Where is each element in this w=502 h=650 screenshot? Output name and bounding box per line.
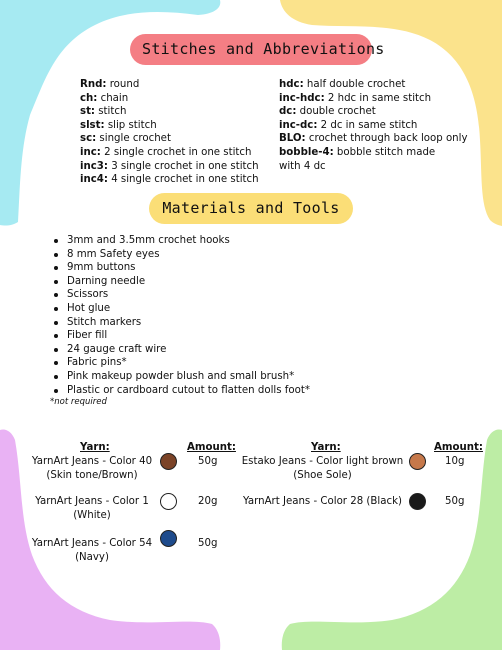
abbreviation-row	[80, 105, 275, 119]
yarn-amount: 50g	[198, 456, 218, 467]
yarn-entry	[28, 495, 156, 523]
materials-heading: Materials and Tools	[149, 193, 353, 224]
abbreviation-row	[80, 92, 275, 106]
list-item: Darning needle	[50, 275, 350, 289]
yarn-entry	[240, 455, 405, 483]
not-required-note: *not required	[50, 397, 107, 407]
abbreviation-definition: crochet through back loop only	[305, 133, 468, 145]
yarn-name-line: Estako Jeans - Color light brown	[241, 456, 404, 467]
abbreviation-row	[279, 105, 459, 119]
yarn-name-line: YarnArt Jeans - Color 40	[31, 456, 153, 467]
yarn-color-swatch	[160, 453, 177, 470]
abbreviation-term: inc-hdc:	[279, 92, 325, 104]
abbreviation-definition: stitch	[95, 106, 127, 118]
yarn-name-line: YarnArt Jeans - Color 54	[31, 538, 153, 549]
yarn-color-note: (White)	[73, 510, 111, 521]
yarn-name-line: YarnArt Jeans - Color 1	[35, 496, 149, 507]
yarn-color-swatch	[409, 453, 426, 470]
list-item: Plastic or cardboard cutout to flatten dolls foot*	[50, 384, 350, 398]
abbreviation-definition: 2 single crochet in one stitch	[100, 146, 252, 158]
amount-column-header: Amount:	[434, 442, 483, 453]
yarn-amount: 50g	[198, 538, 218, 549]
abbreviations-right-column	[279, 78, 468, 173]
yarn-color-swatch	[160, 530, 177, 547]
abbreviation-term: inc-dc:	[279, 119, 318, 131]
abbreviation-definition: 2 hdc in same stitch	[324, 92, 432, 104]
abbreviation-definition: chain	[97, 92, 129, 104]
abbreviation-row	[80, 119, 275, 133]
abbreviation-term: dc:	[279, 106, 297, 118]
abbreviation-row	[279, 119, 459, 133]
yarn-column-header: Yarn:	[80, 442, 110, 453]
abbreviation-term: BLO:	[279, 133, 306, 145]
list-item: Pink makeup powder blush and small brush*	[50, 370, 350, 384]
abbreviation-definition: half double crochet	[303, 79, 406, 90]
list-item: 9mm buttons	[50, 261, 350, 275]
abbreviation-row	[80, 173, 275, 187]
yarn-entry	[28, 455, 156, 483]
abbreviation-definition: bobble stitch made with 4 dc	[279, 146, 436, 172]
yarn-amount: 50g	[445, 496, 465, 507]
abbreviation-definition: double crochet	[296, 106, 376, 118]
abbreviation-term: hdc:	[279, 79, 304, 90]
abbreviation-row	[279, 92, 459, 106]
list-item: 3mm and 3.5mm crochet hooks	[50, 234, 350, 248]
abbreviation-term: sc:	[80, 133, 97, 145]
abbreviation-term: bobble-4:	[279, 146, 334, 158]
list-item: Hot glue	[50, 302, 350, 316]
abbreviation-term: inc3:	[80, 160, 108, 172]
abbreviation-term: st:	[80, 106, 96, 118]
abbreviation-definition: 4 single crochet in one stitch	[107, 174, 259, 186]
list-item: Scissors	[50, 288, 350, 302]
yarn-color-swatch	[160, 493, 177, 510]
abbreviation-term: inc:	[80, 146, 101, 158]
list-item: Fabric pins*	[50, 356, 350, 370]
materials-list	[50, 234, 350, 397]
abbreviation-row	[279, 78, 459, 92]
abbreviation-definition: 3 single crochet in one stitch	[107, 160, 259, 172]
abbreviation-row	[80, 146, 275, 160]
yarn-color-note: (Shoe Sole)	[293, 470, 352, 481]
abbreviation-row	[80, 78, 275, 92]
yarn-color-swatch	[409, 493, 426, 510]
abbreviation-term: Rnd:	[80, 79, 107, 90]
abbreviation-row	[80, 160, 275, 174]
abbreviation-term: inc4:	[80, 174, 108, 186]
yarn-entry	[240, 495, 405, 509]
yarn-color-note: (Skin tone/Brown)	[46, 470, 138, 481]
list-item: Fiber fill	[50, 329, 350, 343]
yarn-entry	[28, 537, 156, 565]
yarn-name-line: YarnArt Jeans - Color 28 (Black)	[243, 496, 402, 507]
abbreviation-term: ch:	[80, 92, 98, 104]
list-item: 8 mm Safety eyes	[50, 248, 350, 262]
abbreviation-definition: slip stitch	[104, 119, 157, 131]
list-item: 24 gauge craft wire	[50, 343, 350, 357]
abbreviation-row	[279, 132, 468, 146]
abbreviation-term: slst:	[80, 119, 105, 131]
abbreviation-definition: single crochet	[96, 133, 171, 145]
yarn-amount: 20g	[198, 496, 218, 507]
yarn-column-header: Yarn:	[311, 442, 341, 453]
yarn-color-note: (Navy)	[75, 552, 109, 563]
abbreviation-row	[279, 146, 459, 173]
abbreviation-definition: 2 dc in same stitch	[317, 119, 418, 131]
abbreviations-left-column	[80, 78, 275, 187]
list-item: Stitch markers	[50, 316, 350, 330]
yarn-amount: 10g	[445, 456, 465, 467]
abbreviation-row	[80, 132, 275, 146]
amount-column-header: Amount:	[187, 442, 236, 453]
stitches-heading: Stitches and Abbreviations	[130, 34, 372, 65]
abbreviation-definition: round	[106, 79, 140, 90]
